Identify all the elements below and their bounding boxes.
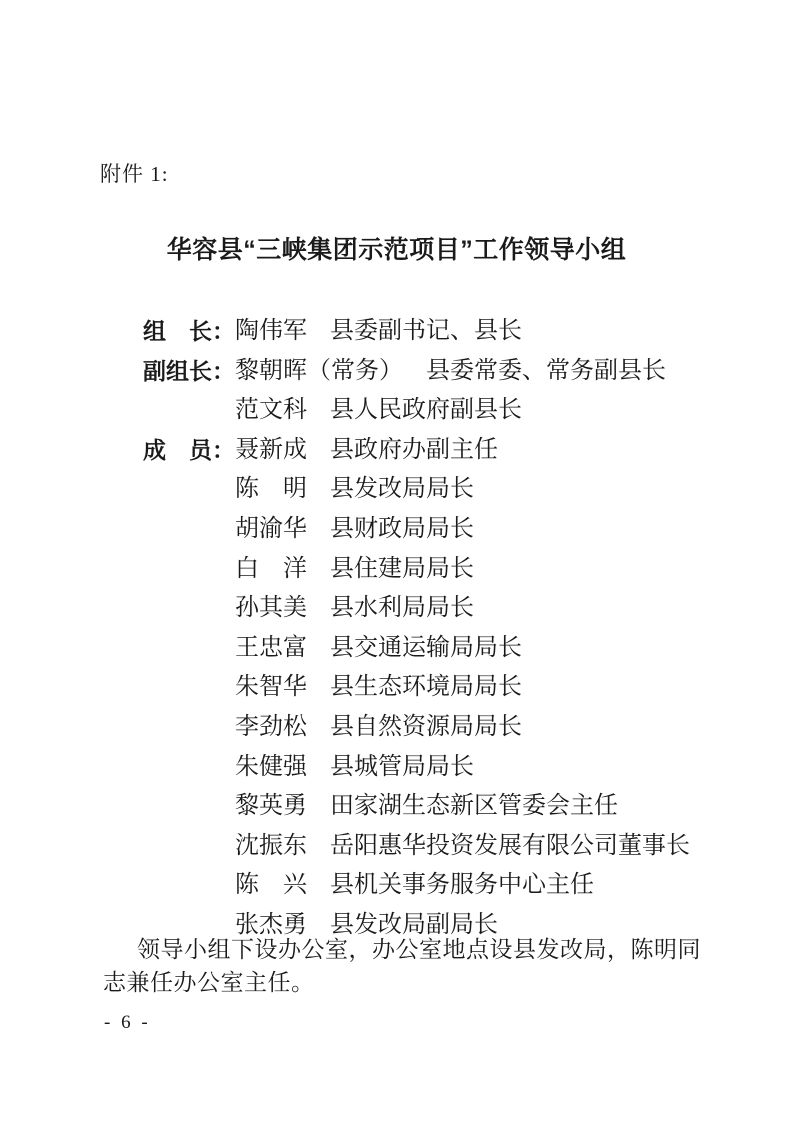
- roster-row: [143, 437, 723, 477]
- roster-row: [143, 516, 723, 556]
- roster-row: [143, 358, 723, 398]
- member-name: 陈 明: [235, 476, 307, 503]
- attachment-label: 附件 1:: [100, 162, 169, 186]
- member-name: 范文科: [235, 397, 307, 424]
- member-name: 白 洋: [235, 555, 307, 582]
- roster-row: [143, 318, 723, 358]
- member-title: 县政府办副主任: [330, 436, 498, 463]
- member-title: 田家湖生态新区管委会主任: [330, 793, 618, 820]
- member-name: 张杰勇: [235, 911, 307, 938]
- member-title: 县城管局局长: [330, 753, 474, 780]
- member-name: 朱智华: [235, 674, 307, 701]
- member-name: 李劲松: [235, 713, 307, 740]
- page-number: - 6 -: [104, 1012, 151, 1033]
- member-name: 陶伟军: [235, 318, 307, 344]
- member-title: 县发改局副局长: [330, 911, 498, 938]
- member-name: 沈振东: [235, 832, 307, 859]
- member-title: 县交通运输局局长: [330, 634, 522, 661]
- roster-row: [143, 635, 723, 675]
- roster-role-label: 成 员：: [143, 436, 235, 463]
- member-title: 县机关事务服务中心主任: [330, 872, 594, 899]
- roster-row: [143, 833, 723, 873]
- roster-row: [143, 714, 723, 754]
- member-title: 县发改局局长: [330, 476, 474, 503]
- roster-row: [143, 872, 723, 912]
- roster-row: [143, 397, 723, 437]
- member-name: 孙其美: [235, 595, 307, 622]
- member-name: 朱健强: [235, 753, 307, 780]
- member-name: 黎朝晖（常务）: [235, 357, 403, 384]
- roster-row: [143, 674, 723, 714]
- roster-row: [143, 556, 723, 596]
- roster-row: [143, 754, 723, 794]
- member-name: 王忠富: [235, 634, 307, 661]
- member-title: 岳阳惠华投资发展有限公司董事长: [330, 832, 690, 859]
- document-title: 华容县“三峡集团示范项目”工作领导小组: [166, 236, 627, 264]
- roster-role-label: 组 长：: [143, 318, 235, 344]
- member-title: 县自然资源局局长: [330, 713, 522, 740]
- member-title: 县生态环境局局长: [330, 674, 522, 701]
- member-name: 黎英勇: [235, 793, 307, 820]
- member-title: 县财政局局长: [330, 515, 474, 542]
- roster-row: [143, 793, 723, 833]
- member-name: 聂新成: [235, 436, 307, 463]
- member-title: 县委副书记、县长: [330, 318, 522, 344]
- member-title: 县委常委、常务副县长: [426, 357, 666, 384]
- roster-row: [143, 595, 723, 635]
- leadership-roster: [143, 318, 723, 952]
- closing-paragraph: 领导小组下设办公室，办公室地点设县发改局，陈明同志兼任办公室主任。: [103, 937, 701, 995]
- member-title: 县住建局局长: [330, 555, 474, 582]
- roster-row: [143, 476, 723, 516]
- member-title: 县人民政府副县长: [330, 397, 522, 424]
- member-name: 陈 兴: [235, 872, 307, 899]
- member-name: 胡渝华: [235, 515, 307, 542]
- roster-role-label: 副组长：: [143, 357, 235, 384]
- member-title: 县水利局局长: [330, 595, 474, 622]
